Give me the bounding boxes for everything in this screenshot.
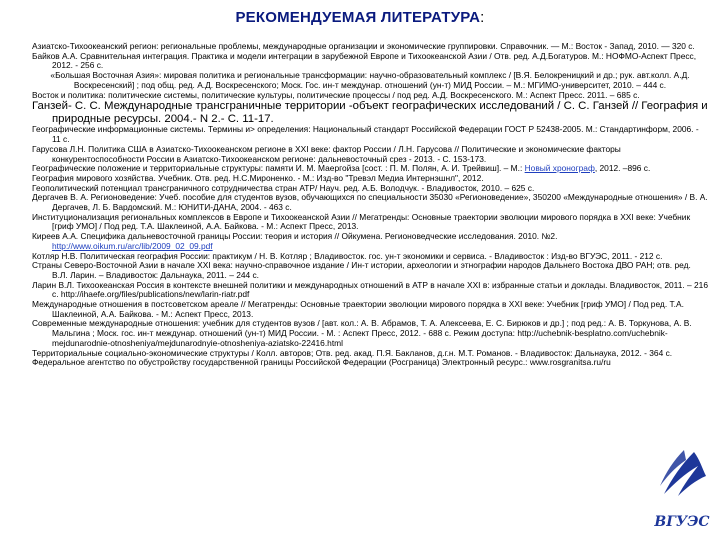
list-item: Восток и политика: политические системы, политические культуры, политические процессы / под ред. А.Д. Воскресенского. М.: Аспект Пресс. 2011. – 685 с. bbox=[32, 89, 640, 100]
list-item: Международные отношения в постсоветском ареале // Мегатренды: Основные траектории эволюции мирового порядка в XXI веке: Учебник [гриф УМО] / Под ред. Т.А. Шаклеиной, А.А. Байкова. - М.: Аспект Пресс, 2013. bbox=[32, 299, 684, 319]
list-item: Киреев А.А. Специфика дальневосточной границы России: теория и история // Ойкумена. Регионоведческие исследования. 2010. №2. http://www.oikum.ru/arc/lib/2009_02_09.pdf bbox=[32, 231, 558, 251]
reference-list bbox=[32, 42, 708, 368]
list-item: Ганзей- С. С. Международные трансграничные территории -объект географических исследований / С. С. Ганзей // География и природные ресурсы. 2004.- N 2.- С. 11-17. bbox=[32, 100, 708, 125]
list-item: Ларин В.Л. Тихоокеанская Россия в контексте внешней политики и международных отношений в АТР в начале XXI в: избранные статьи и доклады. Владивосток, 2011. – 216 с. http://ihaefe.org/files/publications/new/larin-riatr.pdf bbox=[32, 279, 708, 300]
list-item: Институционализация региональных комплексов в Европе и Тихоокеанской Азии // Мегатренды: Основные траектории эволюции мирового порядка в XXI веке: Учебник [гриф УМО] / Под ред. Т.А. Шаклеиной, А.А. Байкова. - М.: Аспект Пресс, 2013. bbox=[32, 211, 691, 232]
list-item: Геополитический потенциал трансграничного сотрудничества стран АТР/ Науч. ред. А.Б. Володчук. - Владивосток, 2010. – 625 с. bbox=[32, 182, 535, 193]
list-item: Федеральное агентство по обустройству государственной границы Российской Федерации (Росграница) Электронный ресурс.: www.rosgranitsa.ru/ru bbox=[32, 357, 611, 368]
list-item: Современные международные отношения: учебник для студентов вузов / [авт. кол.: А. В. Абрамов, Т. А. Алексеева, Е. С. Бирюков и др.] ; под ред.: А. В. Торкунова, А. В. Мальгина ; Моск. гос. ин-т междунар. отношений (ун-т) МИД России. - М. : Аспект Пресс, 2012. - 688 с. Режим доступа: http://uchebnik-besplatno.com/uchebnik-mejdunarodnie-otnosheniya/mejdunarodnyie-otnosheniya-aziatsko-22416.html bbox=[32, 318, 692, 348]
vgues-logo-icon bbox=[654, 448, 710, 533]
oikum-pdf-link[interactable]: http://www.oikum.ru/arc/lib/2009_02_09.pdf bbox=[52, 240, 213, 251]
list-item: География мирового хозяйства. Учебник. Отв. ред. Н.С.Мироненко. - М.: Изд-во "Тревэл Медиа Интернэшнл", 2012. bbox=[32, 172, 484, 183]
novy-khronograf-link[interactable]: Новый хронограф bbox=[524, 163, 595, 174]
list-item: Гарусова Л.Н. Политика США в Азиатско-Тихоокеанском регионе в XXI веке: фактор России / Л.Н. Гарусова // Политические и экономические факторы конкурентоспособности России в Азиатско-Тихоокеанском регионе: дальневосточный срез - 2013. - С. 153-173. bbox=[32, 143, 621, 164]
page-title: РЕКОМЕНДУЕМАЯ ЛИТЕРАТУРА: bbox=[235, 9, 485, 26]
logo-text: ВГУЭС bbox=[654, 514, 710, 530]
list-item: Территориальные социально-экономические структуры / Колл. авторов; Отв. ред. акад. П.Я. Бакланов, д.г.н. М.Т. Романов. - Владивосток: Дальнаука, 2012. - 364 с. bbox=[32, 347, 673, 358]
list-item: Географические положение и территориальные структуры: памяти И. М. Маергойза [сост. : П. М. Полян, А. И. Трейвиш]. – М.: Новый хронограф, 2012. –896 с. bbox=[32, 163, 651, 174]
list-item: «Большая Восточная Азия»: мировая политика и региональные трансформации: научно-образовательный комплекс / [В.Я. Белокреницкий и др.; рук. авт.колл. А.Д. Воскресенский] ; под общ. ред. А.Д. Воскресенского; Моск. Гос. ин-т междунар. отношений (ун-т) МИД России. – М.: МГИМО-университет, 2010. – 444 с. bbox=[50, 70, 690, 90]
list-item: Азиатско-Тихоокеанский регион: региональные проблемы, международные организации и экономические группировки. Справочник. — М.: Восток - Запад, 2010. — 320 с. bbox=[32, 41, 695, 51]
list-item: Котляр Н.В. Политическая география России: практикум / Н. В. Котляр ; Владивосток. гос. ун-т экономики и сервиса. - Владивосток : Изд-во ВГУЭС, 2011. - 212 с. bbox=[32, 250, 663, 261]
list-item: Байков А.А. Сравнительная интеграция. Практика и модели интеграции в зарубежной Европе и Тихоокеанской Азии / Отв. ред. А.Д.Богатуров. М.: НОФМО-Аспект Пресс, 2012. - 256 с. bbox=[32, 50, 697, 71]
list-item: Дергачев В. А. Регионоведение: Учеб. пособие для студентов вузов, обучающихся по специальности 35030 «Регионоведение», 350200 «Международные отношения» / В. А. Дергачев, Л. Б. Вардомский. М.: ЮНИТИ-ДАНА, 2004. - 463 с. bbox=[32, 192, 708, 213]
list-item: Страны Северо-Восточной Азии в начале XXI века: научно-справочное издание / Ин-т истории, археологии и этнографии народов Дальнего Востока ДВО РАН; отв. ред. В.Л. Ларин. – Владивосток: Дальнаука, 2011. – 244 с. bbox=[32, 260, 691, 280]
list-item: Географические информационные системы. Термины и> определения: Национальный стандарт Российской Федерации ГОСТ Р 52438-2005. М.: Стандартинформ, 2006. - 11 с. bbox=[32, 124, 699, 145]
